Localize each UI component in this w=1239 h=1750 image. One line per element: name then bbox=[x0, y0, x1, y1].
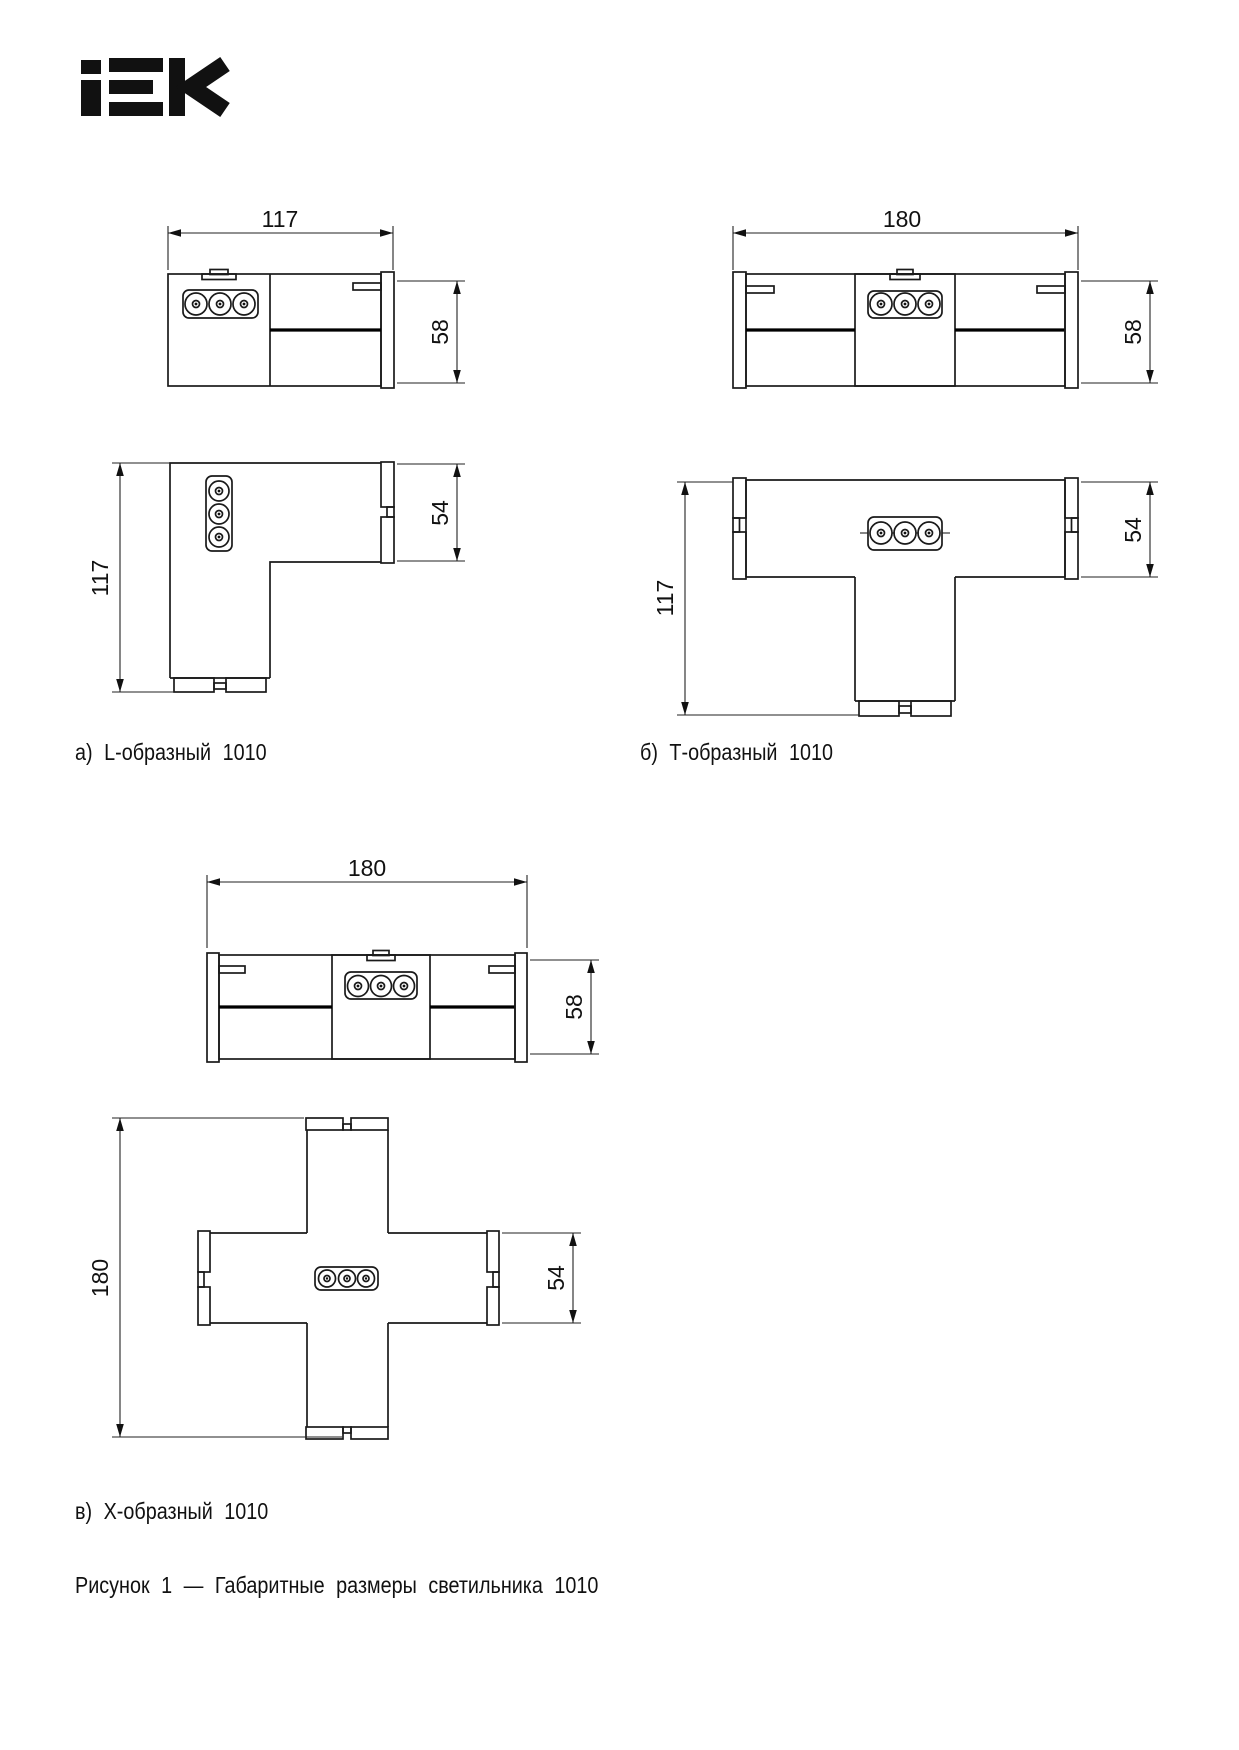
figure-a-caption: а) L-образный 1010 bbox=[75, 739, 267, 765]
figure-v-caption: в) Х-образный 1010 bbox=[75, 1498, 269, 1524]
dim-width bbox=[207, 855, 527, 948]
terminal-block bbox=[206, 476, 232, 551]
dim-label-height: 58 bbox=[561, 994, 587, 1020]
figure-v-drawing bbox=[80, 770, 620, 1470]
dim-height bbox=[530, 960, 599, 1054]
dim-label-width: 180 bbox=[882, 206, 922, 232]
dim-height bbox=[1081, 281, 1158, 383]
dim-label-width: 117 bbox=[261, 206, 299, 232]
dim-label-height: 58 bbox=[1120, 319, 1146, 345]
figure-main-caption: Рисунок 1 — Габаритные размеры светильника 1010 bbox=[75, 1572, 599, 1598]
dim-depth bbox=[502, 1233, 581, 1323]
dim-label-height: 58 bbox=[427, 319, 453, 345]
figure-a-top-view bbox=[87, 462, 465, 692]
terminal-block bbox=[183, 290, 258, 318]
dim-label-depth: 54 bbox=[427, 500, 453, 526]
iek-logo bbox=[75, 55, 240, 119]
dim-label-depth: 54 bbox=[543, 1265, 569, 1291]
terminal-block bbox=[868, 291, 942, 318]
dim-width bbox=[168, 206, 393, 270]
dim-length bbox=[87, 463, 174, 692]
figure-b-drawing bbox=[640, 170, 1170, 730]
dim-depth bbox=[397, 464, 465, 561]
figure-a-side-view bbox=[168, 206, 465, 388]
dim-height bbox=[397, 281, 465, 383]
figure-v-side-view bbox=[207, 855, 599, 1062]
figure-b-side-view bbox=[733, 206, 1158, 388]
dim-label-width: 180 bbox=[347, 855, 387, 881]
dim-length bbox=[87, 1118, 342, 1437]
figure-v-top-view bbox=[87, 1118, 581, 1439]
terminal-block bbox=[860, 517, 950, 550]
terminal-block bbox=[345, 972, 417, 999]
dim-width bbox=[733, 206, 1078, 270]
figure-b-top-view bbox=[652, 478, 1158, 716]
dim-label-length: 117 bbox=[652, 579, 678, 617]
dim-length bbox=[652, 482, 859, 715]
terminal-block bbox=[315, 1267, 378, 1290]
dim-depth bbox=[1081, 482, 1158, 577]
dim-label-length: 117 bbox=[87, 559, 113, 597]
figure-b-caption: б) Т-образный 1010 bbox=[640, 739, 833, 765]
dim-label-length: 180 bbox=[87, 1258, 113, 1298]
iek-logo-shapes bbox=[81, 58, 225, 116]
dim-label-depth: 54 bbox=[1120, 517, 1146, 543]
figure-a-drawing bbox=[60, 170, 480, 705]
